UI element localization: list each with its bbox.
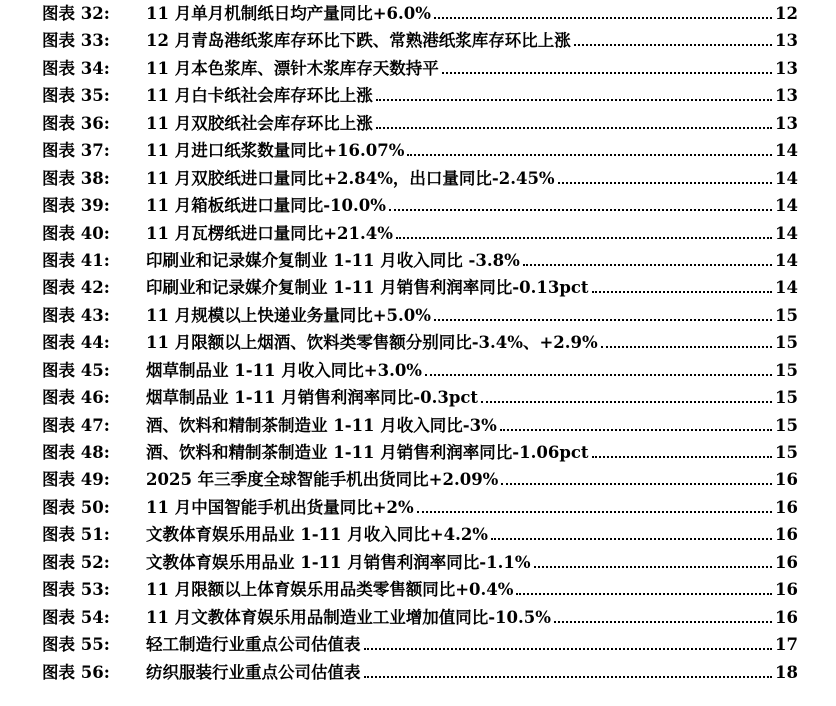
toc-entry-page-number[interactable]: 14 xyxy=(775,278,798,298)
toc-entry[interactable] xyxy=(42,412,798,439)
toc-entry-title[interactable]: 11 月限额以上体育娱乐用品类零售额同比+0.4% xyxy=(146,580,514,600)
toc-entry-label: 图表 42: xyxy=(42,278,110,298)
dot-leader xyxy=(592,456,773,458)
toc-entry-page-number[interactable]: 16 xyxy=(775,497,798,517)
toc-entry-label: 图表 41: xyxy=(42,250,110,270)
toc-entry[interactable] xyxy=(42,631,798,658)
dot-leader xyxy=(501,483,772,485)
dot-leader xyxy=(376,99,772,101)
toc-entry-label: 图表 36: xyxy=(42,113,110,133)
toc-entry-title[interactable]: 11 月文教体育娱乐用品制造业工业增加值同比-10.5% xyxy=(146,607,551,627)
toc-entry-title[interactable]: 11 月箱板纸进口量同比-10.0% xyxy=(146,196,386,216)
toc-entry-page-number[interactable]: 13 xyxy=(775,113,798,133)
table-of-figures xyxy=(42,0,798,686)
toc-entry[interactable] xyxy=(42,659,798,686)
dot-leader xyxy=(601,346,772,348)
dot-leader xyxy=(434,17,772,19)
dot-leader xyxy=(592,291,773,293)
toc-entry-page-number[interactable]: 16 xyxy=(775,470,798,490)
toc-entry-page-number[interactable]: 16 xyxy=(775,552,798,572)
dot-leader xyxy=(574,44,772,46)
toc-entry-page-number[interactable]: 13 xyxy=(775,86,798,106)
toc-entry-label: 图表 33: xyxy=(42,31,110,51)
toc-entry[interactable] xyxy=(42,165,798,192)
toc-entry-label: 图表 53: xyxy=(42,580,110,600)
toc-entry-title[interactable]: 11 月进口纸浆数量同比+16.07% xyxy=(146,141,405,161)
toc-entry-page-number[interactable]: 12 xyxy=(775,4,798,23)
toc-entry-label: 图表 54: xyxy=(42,607,110,627)
dot-leader xyxy=(417,511,772,513)
toc-entry-page-number[interactable]: 14 xyxy=(775,223,798,243)
dot-leader xyxy=(554,621,772,623)
toc-entry-label: 图表 39: xyxy=(42,196,110,216)
toc-entry-title[interactable]: 11 月中国智能手机出货量同比+2% xyxy=(146,497,414,517)
toc-entry[interactable] xyxy=(42,82,798,109)
toc-entry-label: 图表 50: xyxy=(42,497,110,517)
dot-leader xyxy=(376,127,772,129)
toc-entry-page-number[interactable]: 15 xyxy=(775,388,798,408)
toc-entry-title[interactable]: 11 月白卡纸社会库存环比上涨 xyxy=(146,86,373,106)
toc-entry-label: 图表 40: xyxy=(42,223,110,243)
toc-entry-title[interactable]: 11 月规模以上快递业务量同比+5.0% xyxy=(146,305,431,325)
dot-leader xyxy=(523,264,772,266)
toc-entry-label: 图表 38: xyxy=(42,168,110,188)
toc-entry-page-number[interactable]: 15 xyxy=(775,360,798,380)
toc-entry-title[interactable]: 11 月本色浆库、漂针木浆库存天数持平 xyxy=(146,58,439,78)
toc-entry[interactable] xyxy=(42,384,798,411)
toc-entry[interactable] xyxy=(42,247,798,274)
toc-entry[interactable] xyxy=(42,220,798,247)
toc-entry[interactable] xyxy=(42,27,798,54)
dot-leader xyxy=(442,72,772,74)
toc-entry-page-number[interactable]: 15 xyxy=(775,415,798,435)
toc-entry-title[interactable]: 烟草制品业 1-11 月销售利润率同比-0.3pct xyxy=(146,388,479,408)
toc-entry[interactable] xyxy=(42,604,798,631)
toc-entry-page-number[interactable]: 14 xyxy=(775,141,798,161)
toc-entry-page-number[interactable]: 16 xyxy=(775,580,798,600)
toc-entry-label: 图表 34: xyxy=(42,58,110,78)
toc-entry-title[interactable]: 文教体育娱乐用品业 1-11 月收入同比+4.2% xyxy=(146,525,488,545)
toc-entry-label: 图表 56: xyxy=(42,662,110,682)
toc-entry[interactable] xyxy=(42,110,798,137)
toc-entry-title[interactable]: 印刷业和记录媒介复制业 1-11 月收入同比 -3.8% xyxy=(146,250,520,270)
dot-leader xyxy=(516,593,772,595)
toc-entry-page-number[interactable]: 14 xyxy=(775,168,798,188)
toc-entry-title[interactable]: 11 月双胶纸社会库存环比上涨 xyxy=(146,113,373,133)
toc-entry-label: 图表 45: xyxy=(42,360,110,380)
toc-entry[interactable] xyxy=(42,549,798,576)
toc-entry-page-number[interactable]: 13 xyxy=(775,58,798,78)
toc-entry-title[interactable]: 12 月青岛港纸浆库存环比下跌、常熟港纸浆库存环比上涨 xyxy=(146,31,571,51)
toc-entry[interactable] xyxy=(42,357,798,384)
toc-entry-label: 图表 47: xyxy=(42,415,110,435)
toc-entry-title[interactable]: 烟草制品业 1-11 月收入同比+3.0% xyxy=(146,360,422,380)
toc-entry[interactable] xyxy=(42,0,798,27)
toc-entry[interactable] xyxy=(42,576,798,603)
dot-leader xyxy=(396,237,772,239)
toc-entry-title[interactable]: 文教体育娱乐用品业 1-11 月销售利润率同比-1.1% xyxy=(146,552,531,572)
toc-entry-page-number[interactable]: 17 xyxy=(775,635,798,655)
toc-entry-page-number[interactable]: 15 xyxy=(775,305,798,325)
toc-entry-page-number[interactable]: 15 xyxy=(775,443,798,462)
toc-entry-page-number[interactable]: 18 xyxy=(775,662,798,682)
dot-leader xyxy=(500,429,772,431)
toc-entry[interactable] xyxy=(42,439,798,466)
dot-leader xyxy=(425,374,772,376)
toc-entry-title[interactable]: 印刷业和记录媒介复制业 1-11 月销售利润率同比-0.13pct xyxy=(146,278,589,298)
toc-entry[interactable] xyxy=(42,466,798,493)
toc-entry-title[interactable]: 轻工制造行业重点公司估值表 xyxy=(146,635,361,655)
toc-entry[interactable] xyxy=(42,329,798,356)
toc-entry-title[interactable]: 2025 年三季度全球智能手机出货同比+2.09% xyxy=(146,470,499,490)
toc-entry-title[interactable]: 酒、饮料和精制茶制造业 1-11 月收入同比-3% xyxy=(146,415,497,435)
toc-entry[interactable] xyxy=(42,302,798,329)
toc-entry[interactable] xyxy=(42,192,798,219)
toc-entry-title[interactable]: 酒、饮料和精制茶制造业 1-11 月销售利润率同比-1.06pct xyxy=(146,443,589,462)
toc-entry-label: 图表 43: xyxy=(42,305,110,325)
toc-entry-title[interactable]: 11 月双胶纸进口量同比+2.84%，出口量同比-2.45% xyxy=(146,168,555,188)
dot-leader xyxy=(364,676,773,678)
toc-entry-page-number[interactable]: 16 xyxy=(775,607,798,627)
dot-leader xyxy=(558,182,772,184)
toc-entry-label: 图表 48: xyxy=(42,443,110,462)
dot-leader xyxy=(534,566,773,568)
toc-entry[interactable] xyxy=(42,55,798,82)
toc-entry-label: 图表 44: xyxy=(42,333,110,353)
toc-entry-page-number[interactable]: 13 xyxy=(775,31,798,51)
dot-leader xyxy=(491,538,772,540)
toc-entry[interactable] xyxy=(42,274,798,301)
toc-entry-label: 图表 51: xyxy=(42,525,110,545)
toc-entry-title[interactable]: 纺织服装行业重点公司估值表 xyxy=(146,662,361,682)
toc-entry-label: 图表 46: xyxy=(42,388,110,408)
dot-leader xyxy=(364,648,773,650)
toc-entry-page-number[interactable]: 14 xyxy=(775,196,798,216)
toc-entry-page-number[interactable]: 15 xyxy=(775,333,798,353)
toc-entry-page-number[interactable]: 16 xyxy=(775,525,798,545)
toc-entry-page-number[interactable]: 14 xyxy=(775,250,798,270)
toc-entry-title[interactable]: 11 月瓦楞纸进口量同比+21.4% xyxy=(146,223,393,243)
toc-entry-title[interactable]: 11 月限额以上烟酒、饮料类零售额分别同比-3.4%、+2.9% xyxy=(146,333,598,353)
dot-leader xyxy=(481,401,772,403)
toc-entry-label: 图表 49: xyxy=(42,470,110,490)
toc-entry[interactable] xyxy=(42,137,798,164)
toc-entry-title[interactable]: 11 月单月机制纸日均产量同比+6.0% xyxy=(146,4,431,23)
toc-entry-label: 图表 37: xyxy=(42,141,110,161)
dot-leader xyxy=(389,209,772,211)
toc-entry-label: 图表 32: xyxy=(42,4,110,23)
toc-entry[interactable] xyxy=(42,494,798,521)
toc-entry-label: 图表 52: xyxy=(42,552,110,572)
dot-leader xyxy=(407,154,772,156)
toc-entry-label: 图表 35: xyxy=(42,86,110,106)
dot-leader xyxy=(434,319,772,321)
toc-entry[interactable] xyxy=(42,521,798,548)
toc-entry-label: 图表 55: xyxy=(42,635,110,655)
